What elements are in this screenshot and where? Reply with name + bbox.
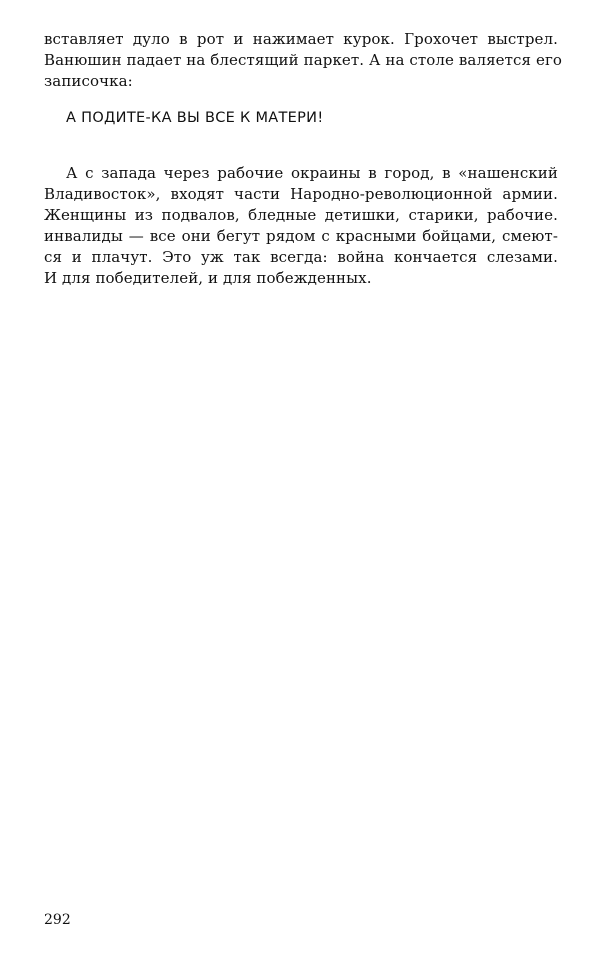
text-line: Женщины из подвалов, бледные детишки, старики, рабочие.: [44, 206, 558, 224]
page-number: 292: [44, 912, 71, 928]
text-line: Ванюшин падает на блестящий паркет. А на столе валяется его: [44, 51, 563, 69]
text-line: записочка:: [44, 72, 133, 90]
text-line: И для победителей, и для побежденных.: [44, 269, 372, 287]
text-line: инвалиды — все они бегут рядом с красными бойцами, смеют-: [44, 227, 558, 245]
paragraph-main: [44, 163, 558, 289]
quoted-note: А ПОДИТЕ-КА ВЫ ВСЕ К МАТЕРИ!: [66, 110, 324, 126]
text-line: А с запада через рабочие окраины в город, в «нашенский: [66, 164, 558, 182]
text-line: ся и плачут. Это уж так всегда: война кончается слезами.: [44, 248, 558, 266]
text-line: вставляет дуло в рот и нажимает курок. Грохочет выстрел.: [44, 30, 558, 48]
paragraph-continuation: [44, 29, 563, 92]
text-line: Владивосток», входят части Народно-революционной армии.: [44, 185, 558, 203]
